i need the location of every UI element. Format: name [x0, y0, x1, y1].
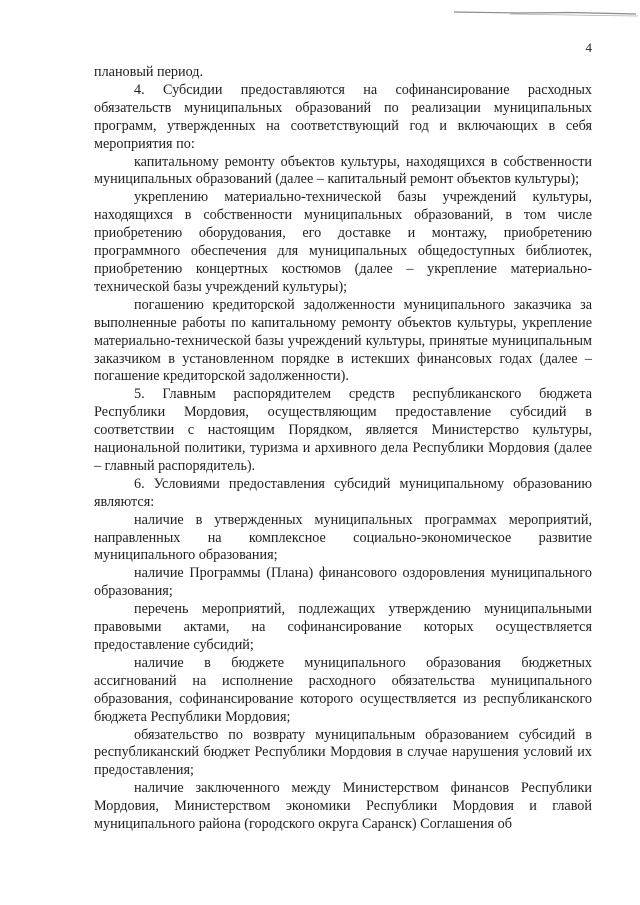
paragraph: укреплению материально-технической базы учреждений культуры, находящихся в собственности муниципальных образований, в том числе приобретению оборудования, его доставке и монтажу, приобретению программного обеспечения для муниципальных общедоступных библиотек, приобретению концертных костюмов (далее – укрепление материально-технической базы учреждений культуры); — [94, 189, 592, 295]
paragraph: погашению кредиторской задолженности муниципального заказчика за выполненные работы по капитальному ремонту объектов культуры, укрепление материально-технической базы учреждений культуры, принятые муниципальным заказчиком в установленном порядке в истекших финансовых годах (далее – погашение кредиторской задолженности). — [94, 296, 592, 385]
paragraph: наличие в бюджете муниципального образования бюджетных ассигнований на исполнение расходного обязательства муниципального образования, софинансирование которого осуществляется из республиканского бюджета Республики Мордовия; — [94, 654, 592, 725]
paragraph: наличие в утвержденных муниципальных программах мероприятий, направленных на комплексное социально-экономическое развитие муниципального образования; — [94, 511, 592, 564]
paragraph: капитальному ремонту объектов культуры, находящихся в собственности муниципальных образований (далее – капитальный ремонт объектов культуры); — [94, 153, 592, 188]
scan-edge-mark — [450, 5, 640, 13]
page-number: 4 — [585, 40, 592, 55]
paragraph: наличие Программы (Плана) финансового оздоровления муниципального образования; — [94, 565, 592, 600]
paragraph: наличие заключенного между Министерством финансов Республики Мордовия, Министерством экономики Республики Мордовия и главой муниципального района (городского округа Саранск) Соглашения об — [94, 780, 592, 833]
paragraph: плановый период. — [94, 64, 204, 80]
paragraph: обязательство по возврату муниципальным образованием субсидий в республиканский бюджет Республики Мордовия в случае нарушения условий их предоставления; — [94, 726, 592, 779]
paragraph: 4. Субсидии предоставляются на софинансирование расходных обязательств муниципальных образований по реализации муниципальных программ, утвержденных на соответствующий год и включающих в себя мероприятия по: — [94, 81, 592, 152]
paragraph: 6. Условиями предоставления субсидий муниципальному образованию являются: — [94, 475, 592, 510]
document-body — [94, 64, 592, 834]
paragraph: 5. Главным распорядителем средств республиканского бюджета Республики Мордовия, осуществляющим предоставление субсидий в соответствии с настоящим Порядком, является Министерство культуры, национальной политики, туризма и архивного дела Республики Мордовия (далее – главный распорядитель). — [94, 386, 592, 474]
paragraph: перечень мероприятий, подлежащих утверждению муниципальными правовыми актами, на софинансирование которых осуществляется предоставление субсидий; — [94, 601, 592, 653]
